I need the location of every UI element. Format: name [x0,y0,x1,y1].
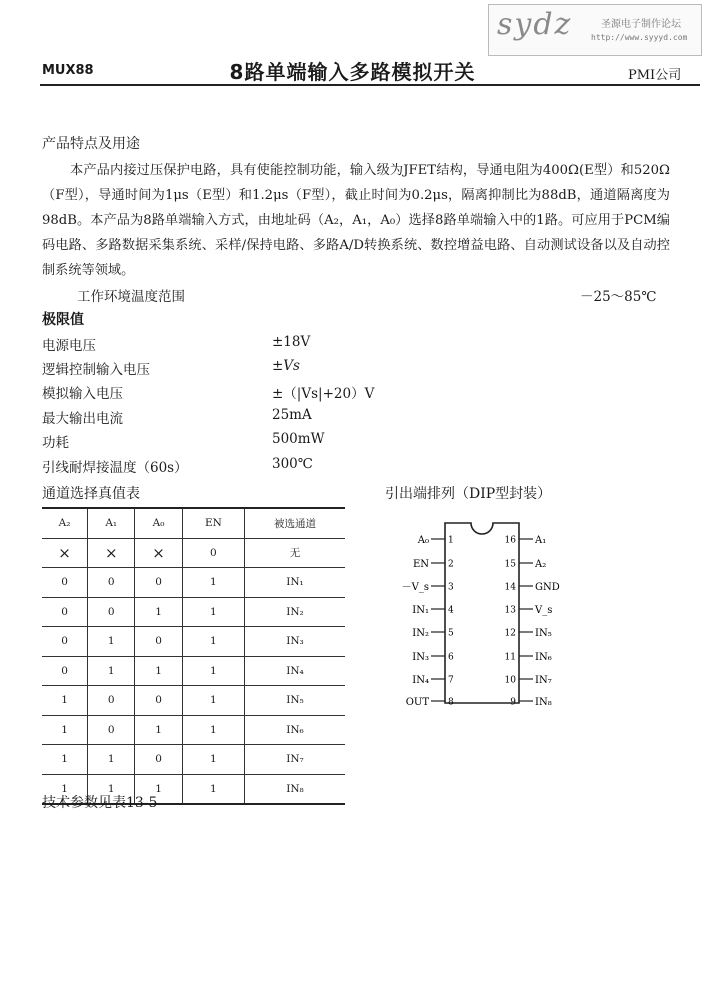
table-cell: 1 [182,597,244,627]
table-row [42,745,345,775]
table-cell: 1 [135,774,182,804]
table-cell: 1 [42,715,88,745]
table-cell: 无 [245,538,346,568]
pin-label: OUT [405,697,429,708]
table-cell: 1 [182,656,244,686]
temp-range-value: －25～85℃ [580,289,657,305]
table-row [42,686,345,716]
model-number: MUX88 [42,63,94,78]
limit-value: ±18V [272,334,311,350]
table-cell: 0 [135,686,182,716]
table-cell: 1 [42,686,88,716]
table-cell: 0 [42,597,88,627]
table-row [42,597,345,627]
limit-value: 500mW [272,431,325,447]
pin-number: 9 [510,697,516,708]
table-cell: 1 [182,715,244,745]
limit-label: 功耗 [42,435,69,451]
pin-label: A₁ [535,535,547,546]
pin-label: IN₇ [535,675,552,686]
dip-package-diagram [395,515,575,710]
manufacturer: PMI公司 [628,68,682,83]
pinout-heading: 引出端排列（DIP型封装） [385,486,552,502]
footer-note: 技术参数见表13-5 [42,795,158,811]
limit-value: 25mA [272,407,312,423]
column-header: A₀ [135,508,182,538]
pin-number: 14 [504,582,516,593]
table-row [42,538,345,568]
table-cell: 1 [88,627,135,657]
table-cell: 1 [88,656,135,686]
pin-number: 12 [504,628,516,639]
pin-number: 7 [448,675,454,686]
table-row [42,715,345,745]
pin-number: 4 [448,605,454,616]
pin-label: IN₃ [412,652,429,663]
limit-value: ±（|Vs|+20）V [272,386,375,402]
table-cell: 1 [182,774,244,804]
pin-number: 13 [504,605,516,616]
pin-number: 3 [448,582,454,593]
table-cell: 0 [42,568,88,598]
pin-label: IN₄ [412,675,429,686]
table-cell: 1 [182,568,244,598]
table-cell: IN₁ [245,568,346,598]
header-divider [40,84,700,86]
table-cell: 1 [42,745,88,775]
pin-label: IN₈ [535,697,552,708]
watermark-url: http://www.syyyd.com [591,33,688,42]
watermark-logo: sydz [497,7,573,42]
pin-label: IN₁ [412,605,429,616]
table-cell: 0 [135,568,182,598]
pin-label: IN₂ [412,628,429,639]
table-cell: 1 [42,774,88,804]
pin-label: V_s [535,605,553,616]
table-cell: 1 [182,686,244,716]
features-paragraph: 本产品内接过压保护电路，具有使能控制功能，输入级为JFET结构，导通电阻为400Ω(E型）和520Ω（F型），导通时间为1μs（E型）和1.2μs（F型），截止时间为0.2μs，隔离抑制比为88dB，通道隔离度为98dB。本产品为8路单端输入方式，由地址码（A₂，A₁，A₀）选择8路单端输入中的1路。可应用于PCM编码电路、多路数据采集系统、采样/保持电路、多路A/D转换系统、数控增益电路、自动测试设备以及自动控制系统等领域。 [42,163,670,278]
column-header: EN [182,508,244,538]
table-row [42,656,345,686]
truth-table-heading: 通道选择真值表 [42,486,140,502]
table-cell: 0 [42,656,88,686]
limit-label: 电源电压 [42,338,96,354]
pin-label: －V_s [401,582,429,593]
table-cell: IN₈ [245,774,346,804]
limit-value: ±Vs [272,358,300,374]
table-cell: IN₅ [245,686,346,716]
pin-number: 8 [448,697,454,708]
pin-label: GND [535,582,560,593]
pin-number: 6 [448,652,454,663]
pin-label: A₂ [535,559,547,570]
column-header: 被选通道 [245,508,346,538]
column-header: A₂ [42,508,88,538]
pin-number: 15 [504,559,516,570]
table-cell: 1 [88,745,135,775]
table-cell: IN₃ [245,627,346,657]
table-cell: 0 [135,745,182,775]
limit-label: 引线耐焊接温度（60s） [42,460,188,476]
table-cell: 1 [88,774,135,804]
column-header: A₁ [88,508,135,538]
limit-label: 逻辑控制输入电压 [42,362,150,378]
table-cell: 1 [182,627,244,657]
page-title: 8路单端输入多路模拟开关 [229,60,476,84]
pin-number: 1 [448,535,454,546]
table-cell: 0 [88,568,135,598]
table-cell: 1 [135,597,182,627]
right-pin-leads [519,539,533,701]
table-cell: IN₆ [245,715,346,745]
pin-label: A₀ [417,535,429,546]
limit-label: 最大输出电流 [42,411,123,427]
pin-label: IN₅ [535,628,552,639]
truth-table [42,507,345,805]
table-cell: 1 [182,745,244,775]
table-cell: 0 [88,597,135,627]
pin-number: 11 [504,652,516,663]
table-cell: × [42,538,88,568]
limit-value: 300℃ [272,456,313,472]
limit-label: 模拟输入电压 [42,386,123,402]
limits-heading: 极限值 [42,312,84,328]
table-cell: IN₄ [245,656,346,686]
pin-label: IN₆ [535,652,552,663]
temp-range-label: 工作环境温度范围 [77,289,185,305]
pin-number: 5 [448,628,454,639]
watermark-name: 圣源电子制作论坛 [601,19,681,30]
watermark [488,4,702,56]
table-cell: 0 [135,627,182,657]
left-pin-leads [431,539,445,701]
table-row [42,627,345,657]
features-heading: 产品特点及用途 [42,136,140,152]
table-cell: IN₂ [245,597,346,627]
table-cell: 1 [135,656,182,686]
table-cell: 0 [88,715,135,745]
table-row [42,568,345,598]
table-header-row [42,508,345,538]
pin-number: 10 [504,675,516,686]
table-cell: × [135,538,182,568]
table-cell: × [88,538,135,568]
pin-label: EN [412,559,429,570]
table-cell: 0 [88,686,135,716]
table-cell: 0 [182,538,244,568]
pin-number: 2 [448,559,454,570]
pin-number: 16 [504,535,516,546]
table-cell: 0 [42,627,88,657]
table-cell: IN₇ [245,745,346,775]
table-cell: 1 [135,715,182,745]
